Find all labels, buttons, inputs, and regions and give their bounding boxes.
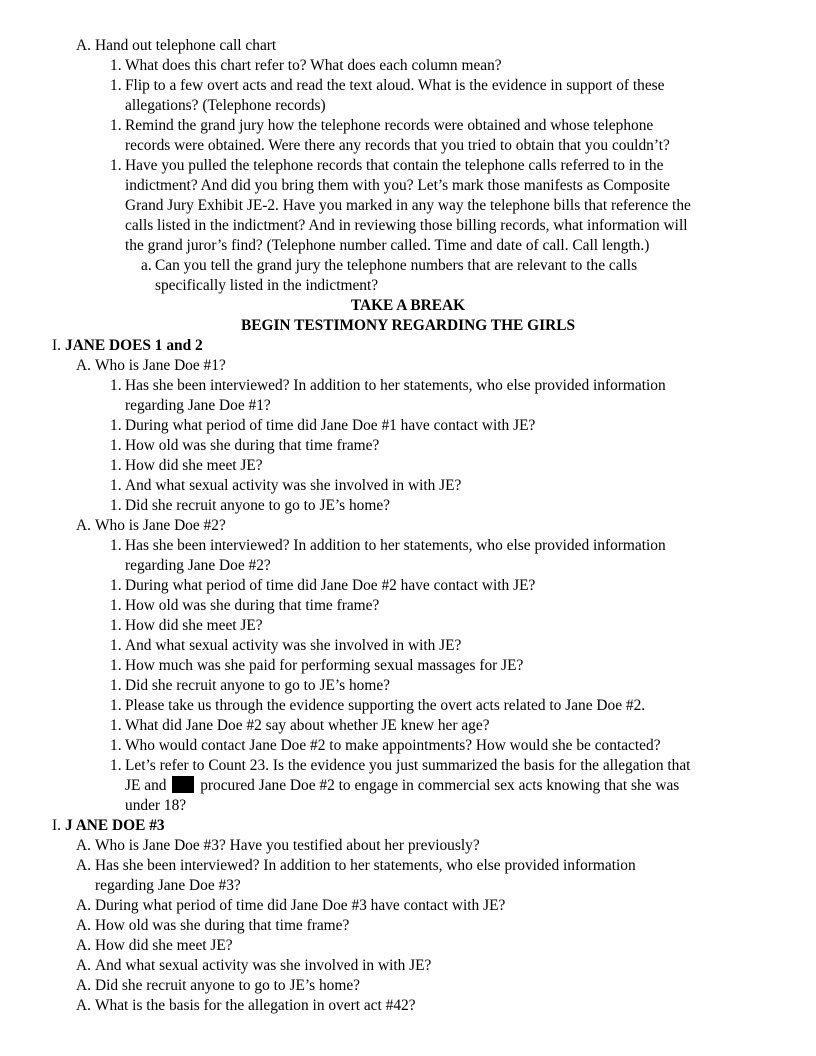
outline-marker: 1. bbox=[110, 677, 122, 694]
outline-marker: 1. bbox=[110, 597, 122, 614]
outline-marker: 1. bbox=[110, 717, 122, 734]
outline-item-jane-doe-2 bbox=[0, 516, 816, 536]
subquestion-phone-numbers-cont: specifically listed in the indictment? bbox=[155, 277, 379, 294]
question-chart-meaning bbox=[0, 56, 816, 76]
outline-marker: 1. bbox=[110, 77, 122, 94]
section-heading: J ANE DOE #3 bbox=[65, 817, 165, 834]
question-overt-acts bbox=[0, 76, 816, 96]
question-jd2-interviewed bbox=[0, 536, 816, 556]
question-jd2-knew-age bbox=[0, 716, 816, 736]
question-text: Has she been interviewed? In addition to her statements, who else provided information bbox=[125, 537, 666, 554]
outline-marker: 1. bbox=[110, 697, 122, 714]
subquestion-phone-numbers bbox=[0, 256, 816, 276]
question-jd3-who bbox=[0, 836, 816, 856]
question-text: What did Jane Doe #2 say about whether JE knew her age? bbox=[125, 717, 490, 734]
question-jd1-interviewed bbox=[0, 376, 816, 396]
outline-marker: 1. bbox=[110, 637, 122, 654]
section-jane-does-1-2 bbox=[0, 336, 816, 356]
question-jd3-age bbox=[0, 916, 816, 936]
outline-marker: 1. bbox=[110, 497, 122, 514]
question-jd3-interviewed bbox=[0, 856, 816, 876]
outline-marker: a. bbox=[141, 257, 152, 274]
outline-marker: A. bbox=[76, 997, 91, 1014]
question-jd3-recruit bbox=[0, 976, 816, 996]
question-jd2-recruit bbox=[0, 676, 816, 696]
question-text: How did she meet JE? bbox=[125, 457, 263, 474]
question-jd2-evidence bbox=[0, 696, 816, 716]
question-text: During what period of time did Jane Doe #1 have contact with JE? bbox=[125, 417, 536, 434]
outline-marker: 1. bbox=[110, 617, 122, 634]
question-text: Who is Jane Doe #3? Have you testified about her previously? bbox=[95, 837, 480, 854]
question-text: How did she meet JE? bbox=[125, 617, 263, 634]
outline-marker: I. bbox=[52, 817, 61, 834]
question-text: Did she recruit anyone to go to JE’s home? bbox=[125, 497, 390, 514]
question-jd2-activity bbox=[0, 636, 816, 656]
question-jd1-activity bbox=[0, 476, 816, 496]
question-jd2-paid bbox=[0, 656, 816, 676]
question-pulled-records-cont: the grand juror’s find? (Telephone number called. Time and date of call. Call length.) bbox=[125, 237, 650, 254]
section-heading: JANE DOES 1 and 2 bbox=[65, 337, 203, 354]
outline-marker: 1. bbox=[110, 117, 122, 134]
outline-marker: 1. bbox=[110, 437, 122, 454]
outline-marker: 1. bbox=[110, 457, 122, 474]
question-jd2-count-23-cont: under 18? bbox=[125, 797, 187, 814]
question-jd3-activity bbox=[0, 956, 816, 976]
outline-marker: 1. bbox=[110, 57, 122, 74]
question-text: During what period of time did Jane Doe #2 have contact with JE? bbox=[125, 577, 536, 594]
question-text: During what period of time did Jane Doe #3 have contact with JE? bbox=[95, 897, 506, 914]
question-jd2-appointments bbox=[0, 736, 816, 756]
heading-take-a-break: TAKE A BREAK bbox=[350, 297, 466, 314]
outline-marker: A. bbox=[76, 837, 91, 854]
outline-text: Hand out telephone call chart bbox=[95, 37, 277, 54]
question-jd3-overt-act-42 bbox=[0, 996, 816, 1016]
outline-marker: I. bbox=[52, 337, 61, 354]
question-text: Flip to a few overt acts and read the text aloud. What is the evidence in support of these bbox=[125, 77, 665, 94]
question-text: procured Jane Doe #2 to engage in commercial sex acts knowing that she was bbox=[200, 777, 680, 794]
outline-marker: 1. bbox=[110, 577, 122, 594]
question-pulled-records-cont: Grand Jury Exhibit JE-2. Have you marked in any way the telephone bills that reference the bbox=[125, 197, 691, 214]
outline-item-hand-out-chart bbox=[0, 36, 816, 56]
question-jd1-recruit bbox=[0, 496, 816, 516]
question-jd2-interviewed-cont: regarding Jane Doe #2? bbox=[125, 557, 271, 574]
question-jd2-count-23-cont bbox=[0, 776, 816, 796]
outline-marker: A. bbox=[76, 897, 91, 914]
question-jd1-interviewed-cont: regarding Jane Doe #1? bbox=[125, 397, 271, 414]
heading-begin-testimony: BEGIN TESTIMONY REGARDING THE GIRLS bbox=[240, 317, 576, 334]
question-text: And what sexual activity was she involved in with JE? bbox=[125, 637, 462, 654]
question-text: How did she meet JE? bbox=[95, 937, 233, 954]
question-text: Did she recruit anyone to go to JE’s home? bbox=[95, 977, 360, 994]
outline-marker: A. bbox=[76, 977, 91, 994]
question-overt-acts-cont: allegations? (Telephone records) bbox=[125, 97, 326, 114]
outline-item-jane-doe-1 bbox=[0, 356, 816, 376]
question-text: JE and bbox=[125, 777, 167, 794]
question-text: How much was she paid for performing sexual massages for JE? bbox=[125, 657, 524, 674]
question-text: Did she recruit anyone to go to JE’s home? bbox=[125, 677, 390, 694]
question-jd2-age bbox=[0, 596, 816, 616]
question-text: Who would contact Jane Doe #2 to make appointments? How would she be contacted? bbox=[125, 737, 661, 754]
question-pulled-records-cont: indictment? And did you bring them with you? Let’s mark those manifests as Composite bbox=[125, 177, 671, 194]
question-text: How old was she during that time frame? bbox=[125, 597, 380, 614]
outline-marker: A. bbox=[76, 517, 91, 534]
outline-marker: A. bbox=[76, 957, 91, 974]
section-jane-doe-3 bbox=[0, 816, 816, 836]
outline-marker: 1. bbox=[110, 537, 122, 554]
question-records-obtained bbox=[0, 116, 816, 136]
question-jd3-period bbox=[0, 896, 816, 916]
outline-marker: 1. bbox=[110, 757, 122, 774]
question-pulled-records bbox=[0, 156, 816, 176]
question-jd2-meet bbox=[0, 616, 816, 636]
outline-marker: 1. bbox=[110, 377, 122, 394]
outline-marker: 1. bbox=[110, 737, 122, 754]
outline-text: Who is Jane Doe #1? bbox=[95, 357, 226, 374]
question-jd3-meet bbox=[0, 936, 816, 956]
question-jd1-period bbox=[0, 416, 816, 436]
question-text: Has she been interviewed? In addition to her statements, who else provided information bbox=[95, 857, 636, 874]
outline-marker: 1. bbox=[110, 417, 122, 434]
question-text: Please take us through the evidence supporting the overt acts related to Jane Doe #2. bbox=[125, 697, 646, 714]
outline-marker: 1. bbox=[110, 157, 122, 174]
question-text: Have you pulled the telephone records that contain the telephone calls referred to in the bbox=[125, 157, 664, 174]
question-text: Remind the grand jury how the telephone records were obtained and whose telephone bbox=[125, 117, 654, 134]
question-jd2-period bbox=[0, 576, 816, 596]
redaction-block bbox=[172, 776, 194, 793]
question-text: Has she been interviewed? In addition to her statements, who else provided information bbox=[125, 377, 666, 394]
outline-marker: A. bbox=[76, 37, 91, 54]
outline-marker: 1. bbox=[110, 657, 122, 674]
question-text: How old was she during that time frame? bbox=[125, 437, 380, 454]
question-text: What does this chart refer to? What does each column mean? bbox=[125, 57, 502, 74]
question-jd1-age bbox=[0, 436, 816, 456]
question-records-obtained-cont: records were obtained. Were there any records that you tried to obtain that you couldn’t? bbox=[125, 137, 670, 154]
question-text: Can you tell the grand jury the telephone numbers that are relevant to the calls bbox=[155, 257, 638, 274]
question-text: Let’s refer to Count 23. Is the evidence you just summarized the basis for the allegation that bbox=[125, 757, 691, 774]
question-text: And what sexual activity was she involved in with JE? bbox=[95, 957, 432, 974]
outline-marker: A. bbox=[76, 857, 91, 874]
question-text: How old was she during that time frame? bbox=[95, 917, 350, 934]
question-text: What is the basis for the allegation in overt act #42? bbox=[95, 997, 416, 1014]
outline-marker: A. bbox=[76, 937, 91, 954]
question-jd3-interviewed-cont: regarding Jane Doe #3? bbox=[95, 877, 241, 894]
question-pulled-records-cont: calls listed in the indictment? And in reviewing those billing records, what information will bbox=[125, 217, 688, 234]
question-jd1-meet bbox=[0, 456, 816, 476]
outline-text: Who is Jane Doe #2? bbox=[95, 517, 226, 534]
question-jd2-count-23 bbox=[0, 756, 816, 776]
outline-marker: A. bbox=[76, 917, 91, 934]
question-text: And what sexual activity was she involved in with JE? bbox=[125, 477, 462, 494]
outline-marker: 1. bbox=[110, 477, 122, 494]
outline-marker: A. bbox=[76, 357, 91, 374]
